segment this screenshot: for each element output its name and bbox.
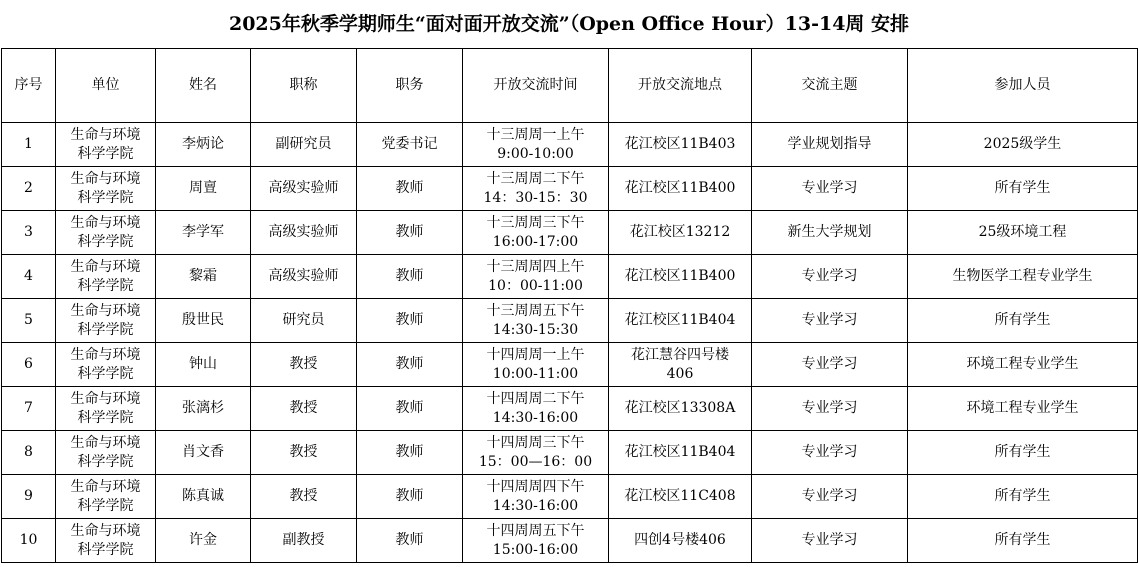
cell-position — [357, 255, 463, 299]
cell-location — [609, 299, 752, 343]
cell-location-text: 花江校区11B404 — [624, 312, 736, 328]
column-header-title: 职称 — [251, 49, 357, 123]
table-row — [2, 211, 1138, 255]
cell-time-text: 十三周周四上午 10：00-11:00 — [486, 258, 585, 294]
cell-title — [251, 343, 357, 387]
cell-title — [251, 123, 357, 167]
cell-location — [609, 431, 752, 475]
table-row — [2, 519, 1138, 563]
cell-location-text: 花江校区11C408 — [624, 488, 736, 504]
cell-name-text: 周亶 — [189, 180, 217, 196]
cell-position-text: 教师 — [395, 180, 424, 196]
table-row — [2, 123, 1138, 167]
cell-topic-text: 专业学习 — [801, 488, 858, 504]
cell-time — [463, 475, 609, 519]
cell-unit — [56, 431, 156, 475]
cell-topic — [752, 387, 908, 431]
table-row — [2, 475, 1138, 519]
table-row — [2, 431, 1138, 475]
cell-position-text: 教师 — [395, 356, 424, 372]
cell-location-text: 花江校区13212 — [629, 224, 731, 240]
cell-title-text: 教授 — [289, 356, 318, 372]
cell-time-text: 十三周周二下午 14：30-15：30 — [483, 170, 588, 206]
cell-location — [609, 123, 752, 167]
cell-unit — [56, 255, 156, 299]
cell-name — [156, 387, 251, 431]
cell-unit — [56, 299, 156, 343]
cell-position — [357, 211, 463, 255]
cell-participants — [908, 255, 1138, 299]
cell-location-text: 花江慧谷四号楼 406 — [631, 346, 729, 382]
cell-location — [609, 475, 752, 519]
cell-position — [357, 387, 463, 431]
cell-time — [463, 123, 609, 167]
column-header-name: 姓名 — [156, 49, 251, 123]
cell-unit-text: 生命与环境 科学学院 — [70, 258, 141, 294]
cell-participants — [908, 475, 1138, 519]
cell-position-text: 教师 — [395, 268, 424, 284]
cell-time — [463, 167, 609, 211]
table-row — [2, 167, 1138, 211]
cell-participants — [908, 123, 1138, 167]
cell-time-text: 十四周周五下午 15:00-16:00 — [486, 522, 585, 558]
cell-index — [2, 475, 56, 519]
cell-title-text: 教授 — [289, 444, 318, 460]
cell-time — [463, 299, 609, 343]
cell-participants — [908, 343, 1138, 387]
cell-index — [2, 123, 56, 167]
cell-position-text: 党委书记 — [381, 136, 438, 152]
cell-topic-text: 专业学习 — [801, 356, 858, 372]
cell-title — [251, 387, 357, 431]
cell-location — [609, 167, 752, 211]
cell-location-text: 花江校区11B404 — [624, 444, 736, 460]
cell-name — [156, 123, 251, 167]
cell-participants — [908, 211, 1138, 255]
cell-name-text: 张漓杉 — [182, 400, 224, 416]
cell-index — [2, 431, 56, 475]
cell-participants-text: 所有学生 — [994, 444, 1051, 460]
cell-index-text: 6 — [24, 356, 33, 372]
cell-name — [156, 211, 251, 255]
cell-participants-text: 所有学生 — [994, 488, 1051, 504]
cell-location-text: 四创4号楼406 — [634, 532, 726, 548]
document-title: 2025年秋季学期师生“面对面开放交流”（Open Office Hour）13-14周 安排 — [228, 13, 910, 35]
cell-unit — [56, 167, 156, 211]
cell-time — [463, 431, 609, 475]
cell-name-text: 黎霜 — [189, 268, 217, 284]
cell-position-text: 教师 — [395, 488, 424, 504]
cell-index-text: 1 — [24, 136, 33, 152]
cell-name — [156, 475, 251, 519]
cell-location — [609, 211, 752, 255]
table-row — [2, 343, 1138, 387]
cell-topic-text: 专业学习 — [801, 268, 858, 284]
cell-participants-text: 所有学生 — [994, 180, 1051, 196]
cell-topic-text: 专业学习 — [801, 444, 858, 460]
cell-time-text: 十四周周二下午 14:30-16:00 — [486, 390, 585, 426]
cell-unit — [56, 475, 156, 519]
cell-topic — [752, 475, 908, 519]
cell-location-text: 花江校区11B400 — [624, 268, 736, 284]
cell-name-text: 陈真诚 — [182, 488, 224, 504]
cell-unit-text: 生命与环境 科学学院 — [70, 434, 141, 470]
cell-time — [463, 387, 609, 431]
cell-title-text: 副教授 — [282, 532, 325, 548]
column-header-topic: 交流主题 — [752, 49, 908, 123]
cell-name — [156, 299, 251, 343]
table-header-row — [2, 49, 1138, 123]
cell-unit-text: 生命与环境 科学学院 — [70, 346, 141, 382]
cell-name — [156, 343, 251, 387]
cell-title — [251, 255, 357, 299]
cell-index — [2, 299, 56, 343]
cell-position — [357, 519, 463, 563]
cell-name — [156, 255, 251, 299]
cell-topic-text: 专业学习 — [801, 400, 858, 416]
column-header-unit: 单位 — [56, 49, 156, 123]
cell-time — [463, 211, 609, 255]
cell-name — [156, 519, 251, 563]
cell-unit-text: 生命与环境 科学学院 — [70, 126, 141, 162]
cell-title — [251, 475, 357, 519]
cell-title-text: 教授 — [289, 488, 318, 504]
cell-time-text: 十三周周五下午 14:30-15:30 — [486, 302, 585, 338]
cell-topic — [752, 343, 908, 387]
cell-location — [609, 387, 752, 431]
cell-unit — [56, 343, 156, 387]
cell-position-text: 教师 — [395, 400, 424, 416]
cell-topic-text: 新生大学规划 — [787, 224, 872, 240]
cell-position — [357, 475, 463, 519]
cell-position-text: 教师 — [395, 312, 424, 328]
schedule-table — [1, 48, 1138, 563]
cell-title-text: 研究员 — [282, 312, 325, 328]
cell-index-text: 9 — [24, 488, 33, 504]
cell-unit-text: 生命与环境 科学学院 — [70, 170, 141, 206]
cell-unit-text: 生命与环境 科学学院 — [70, 302, 141, 338]
cell-participants-text: 所有学生 — [994, 312, 1051, 328]
cell-index — [2, 343, 56, 387]
cell-location — [609, 255, 752, 299]
cell-index-text: 10 — [19, 532, 38, 548]
cell-name-text: 李学军 — [182, 224, 224, 240]
cell-index — [2, 167, 56, 211]
cell-participants — [908, 519, 1138, 563]
cell-name-text: 肖文香 — [182, 444, 224, 460]
cell-title — [251, 431, 357, 475]
cell-index-text: 4 — [24, 268, 33, 284]
column-header-location: 开放交流地点 — [609, 49, 752, 123]
cell-position — [357, 431, 463, 475]
cell-participants-text: 25级环境工程 — [978, 224, 1067, 240]
cell-unit-text: 生命与环境 科学学院 — [70, 478, 141, 514]
cell-location-text: 花江校区11B403 — [624, 136, 736, 152]
cell-participants-text: 所有学生 — [994, 532, 1051, 548]
cell-location-text: 花江校区13308A — [624, 400, 736, 416]
cell-title-text: 副研究员 — [275, 136, 332, 152]
cell-index — [2, 387, 56, 431]
cell-location — [609, 343, 752, 387]
cell-title — [251, 519, 357, 563]
cell-position-text: 教师 — [395, 532, 424, 548]
cell-time — [463, 255, 609, 299]
cell-title-text: 教授 — [289, 400, 318, 416]
cell-index — [2, 519, 56, 563]
cell-unit — [56, 123, 156, 167]
cell-participants-text: 环境工程专业学生 — [966, 356, 1079, 372]
cell-time-text: 十四周周三下午 15：00—16：00 — [478, 434, 593, 470]
cell-unit-text: 生命与环境 科学学院 — [70, 214, 141, 250]
cell-title — [251, 167, 357, 211]
table-row — [2, 387, 1138, 431]
cell-index — [2, 255, 56, 299]
cell-participants-text: 2025级学生 — [983, 136, 1062, 152]
cell-index-text: 5 — [24, 312, 33, 328]
cell-topic — [752, 519, 908, 563]
cell-topic-text: 专业学习 — [801, 532, 858, 548]
cell-title-text: 高级实验师 — [268, 224, 339, 240]
cell-topic-text: 专业学习 — [801, 312, 858, 328]
cell-topic — [752, 255, 908, 299]
cell-location — [609, 519, 752, 563]
cell-unit-text: 生命与环境 科学学院 — [70, 390, 141, 426]
cell-time-text: 十四周周四下午 14:30-16:00 — [486, 478, 585, 514]
cell-participants-text: 环境工程专业学生 — [966, 400, 1079, 416]
cell-topic — [752, 431, 908, 475]
cell-name-text: 李炳论 — [182, 136, 224, 152]
cell-time-text: 十四周周一上午 10:00-11:00 — [486, 346, 585, 382]
cell-position — [357, 123, 463, 167]
cell-position-text: 教师 — [395, 224, 424, 240]
cell-position — [357, 343, 463, 387]
cell-name — [156, 167, 251, 211]
cell-time-text: 十三周周一上午 9:00-10:00 — [486, 126, 585, 162]
cell-title-text: 高级实验师 — [268, 180, 339, 196]
cell-name-text: 许金 — [189, 532, 217, 548]
cell-index-text: 2 — [24, 180, 33, 196]
cell-participants — [908, 167, 1138, 211]
cell-index-text: 8 — [24, 444, 33, 460]
column-header-participants: 参加人员 — [908, 49, 1138, 123]
cell-unit — [56, 519, 156, 563]
cell-topic — [752, 211, 908, 255]
cell-time-text: 十三周周三下午 16:00-17:00 — [486, 214, 585, 250]
cell-participants-text: 生物医学工程专业学生 — [952, 268, 1093, 284]
cell-topic — [752, 299, 908, 343]
cell-name-text: 钟山 — [189, 356, 217, 372]
cell-position-text: 教师 — [395, 444, 424, 460]
cell-name-text: 殷世民 — [182, 312, 224, 328]
column-header-position: 职务 — [357, 49, 463, 123]
column-header-index: 序号 — [2, 49, 56, 123]
cell-participants — [908, 299, 1138, 343]
cell-index-text: 7 — [24, 400, 33, 416]
cell-time — [463, 519, 609, 563]
column-header-time: 开放交流时间 — [463, 49, 609, 123]
cell-topic — [752, 123, 908, 167]
cell-participants — [908, 387, 1138, 431]
cell-title-text: 高级实验师 — [268, 268, 339, 284]
cell-participants — [908, 431, 1138, 475]
cell-time — [463, 343, 609, 387]
cell-location-text: 花江校区11B400 — [624, 180, 736, 196]
cell-unit-text: 生命与环境 科学学院 — [70, 522, 141, 558]
cell-title — [251, 211, 357, 255]
cell-unit — [56, 387, 156, 431]
cell-topic-text: 学业规划指导 — [787, 136, 872, 152]
cell-topic — [752, 167, 908, 211]
table-row — [2, 255, 1138, 299]
cell-index-text: 3 — [24, 224, 33, 240]
cell-position — [357, 167, 463, 211]
table-body — [2, 123, 1138, 563]
table-row — [2, 299, 1138, 343]
cell-topic-text: 专业学习 — [801, 180, 858, 196]
cell-index — [2, 211, 56, 255]
cell-unit — [56, 211, 156, 255]
cell-position — [357, 299, 463, 343]
cell-name — [156, 431, 251, 475]
cell-title — [251, 299, 357, 343]
